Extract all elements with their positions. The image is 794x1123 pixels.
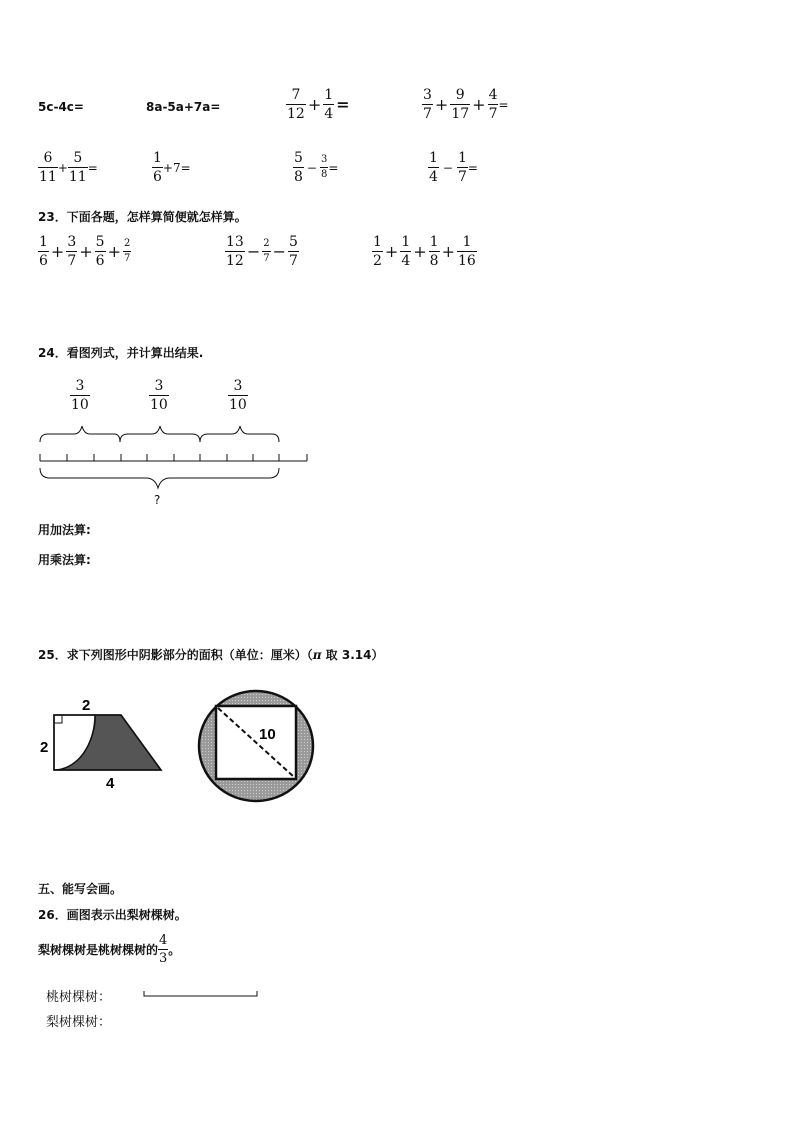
expr-row2-1: $\frac{6}{11}$ + $\frac{5}{11}$ =: [39, 150, 98, 185]
fig1-left-label: 2: [40, 739, 49, 756]
add-method-label: 用加法算:: [38, 523, 91, 537]
q26-title: 26．画图表示出梨树棵树。: [38, 908, 187, 922]
brace-3: [200, 426, 279, 442]
brace-2: [120, 426, 200, 442]
peach-bar: [143, 989, 259, 999]
q24-title: 24．看图列式，并计算出结果.: [38, 346, 204, 360]
q23-expr-1: $\frac{1}{6}$ + $\frac{3}{7}$ + $\frac{5}{6}$ + $\frac{2}{7}$: [39, 234, 131, 269]
mul-method-label: 用乘法算:: [38, 553, 91, 567]
q24-frac-label-2: $\frac{3}{10}$: [150, 378, 168, 413]
brace-bottom: [40, 468, 279, 488]
fig1-bottom-label: 4: [106, 775, 115, 792]
question-mark: ?: [154, 493, 161, 507]
figure-trapezoid: [38, 694, 168, 794]
q25-title: 25．求下列图形中阴影部分的面积（单位：厘米）（π 取 3.14）: [38, 648, 384, 662]
pear-label: 梨树棵树：: [46, 1015, 112, 1030]
expr-row2-3: $\frac{5}{8}$ − $\frac{3}{8}$ =: [294, 150, 339, 185]
q23-title: 23．下面各题，怎样算简便就怎样算。: [38, 210, 247, 224]
q24-frac-label-3: $\frac{3}{10}$: [229, 378, 247, 413]
peach-label: 桃树棵树：: [46, 990, 112, 1005]
q23-expr-3: $\frac{1}{2}$ + $\frac{1}{4}$ + $\frac{1}{8}$ + $\frac{1}{16}$: [373, 234, 476, 269]
expr-row2-2: $\frac{1}{6}$ +7=: [153, 150, 191, 185]
q23-expr-2: $\frac{13}{12}$ − $\frac{2}{7}$ − $\frac{5}{7}$: [226, 234, 298, 269]
expr-8a-5a-7a: 8a-5a+7a=: [146, 100, 221, 114]
q24-frac-label-1: $\frac{3}{10}$: [71, 378, 89, 413]
ticks: [40, 454, 307, 461]
section5-title: 五、能写会画。: [38, 882, 123, 896]
fig2-diagonal-label: 10: [259, 726, 276, 743]
figure-circle-square: [196, 688, 320, 806]
expr-row2-4: $\frac{1}{4}$ − $\frac{1}{7}$ =: [429, 150, 478, 185]
fig1-top-label: 2: [82, 697, 91, 714]
expr-5c-4c: 5c-4c=: [38, 100, 84, 114]
expr-row1-4: $\frac{3}{7}$ + $\frac{9}{17}$ + $\frac{4}{7}$ =: [423, 87, 509, 122]
brace-1: [40, 426, 120, 442]
number-line-diagram: [36, 424, 312, 494]
q26-description: 梨树棵树是桃树棵树的 $\frac{4}{3}$ 。: [38, 933, 181, 966]
expr-row1-3: $\frac{7}{12}$ + $\frac{1}{4}$ =: [287, 87, 350, 122]
